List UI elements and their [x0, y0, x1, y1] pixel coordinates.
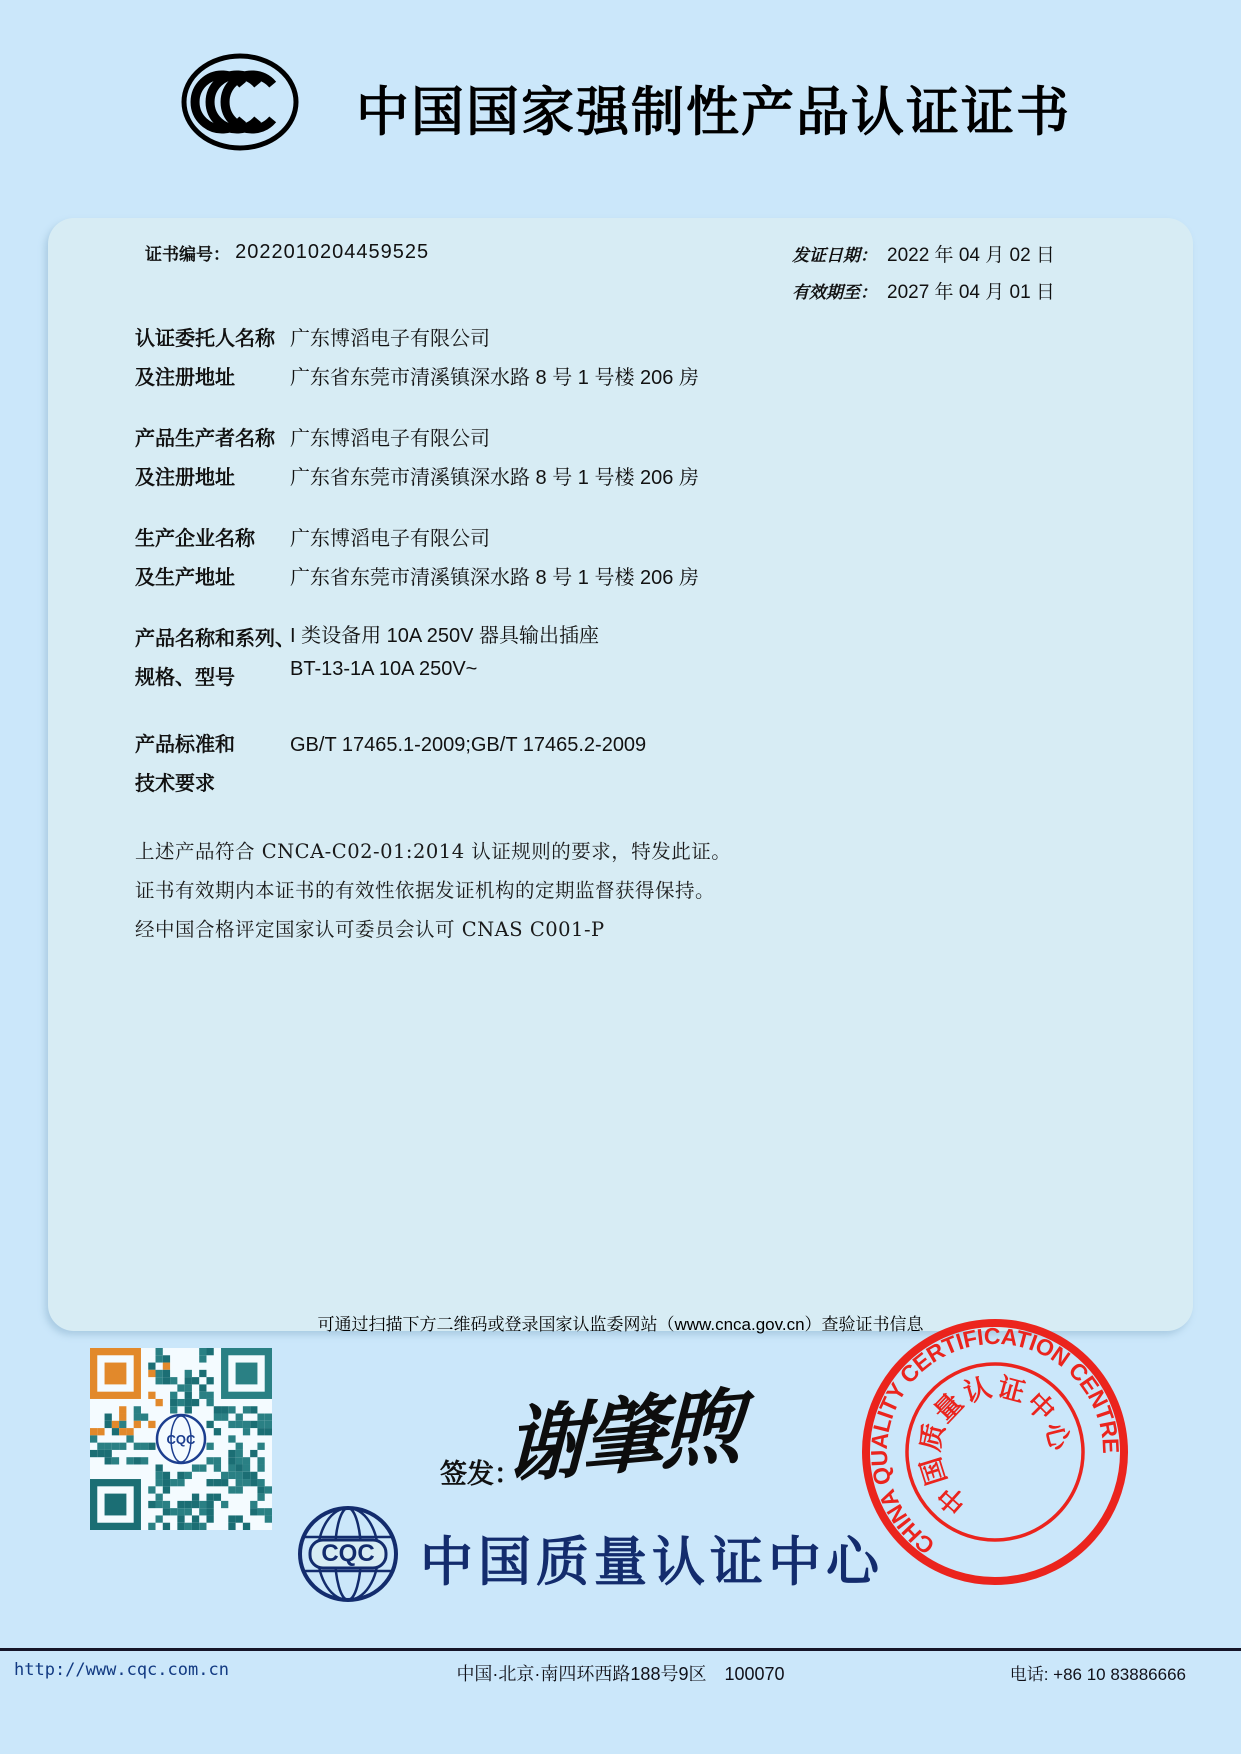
statement-block [135, 832, 1115, 949]
issue-date [792, 240, 1055, 267]
field-value: I 类设备用 10A 250V 器具输出插座 [290, 625, 599, 647]
field-label: 及注册地址 [135, 367, 235, 389]
stamp-center-text: 中国质量认证中心 [914, 1372, 1075, 1520]
field-label: 产品名称和系列、 [135, 628, 295, 650]
cert-number-value: 2022010204459525 [235, 241, 430, 263]
signature-handwriting: 谢肇煦 [504, 1378, 740, 1496]
qr-code [90, 1348, 272, 1530]
statement-line: 上述产品符合 CNCA-C02-01:2014 认证规则的要求，特发此证。 [135, 840, 732, 863]
issue-date-value: 2022 年 04 月 02 日 [887, 245, 1055, 266]
field-value: BT-13-1A 10A 250V~ [290, 658, 478, 680]
ccc-logo-icon [180, 52, 300, 152]
verify-note: 可通过扫描下方二维码或登录国家认监委网站（www.cnca.gov.cn）查验证书信息 [317, 1315, 924, 1334]
issue-date-label: 发证日期： [792, 246, 877, 266]
expiry-date-value: 2027 年 04 月 01 日 [887, 282, 1055, 303]
issuer-name: 中国质量认证中心 [420, 1533, 884, 1592]
field-label: 及生产地址 [135, 567, 235, 589]
footer-url: http://www.cqc.com.cn [14, 1660, 229, 1680]
cqc-logo-icon [296, 1504, 400, 1604]
field-label: 及注册地址 [135, 467, 235, 489]
cert-number [145, 240, 429, 265]
footer-divider [0, 1648, 1241, 1651]
footer-address: 中国·北京·南四环西路188号9区 100070 [456, 1664, 785, 1684]
field-value: 广东博滔电子有限公司 [290, 528, 490, 550]
field-label: 产品生产者名称 [135, 428, 275, 450]
field-label: 认证委托人名称 [135, 328, 275, 350]
field-label: 生产企业名称 [135, 528, 255, 550]
field-value: 广东省东莞市清溪镇深水路 8 号 1 号楼 206 房 [290, 567, 699, 589]
expiry-date [792, 277, 1055, 304]
field-value: 广东省东莞市清溪镇深水路 8 号 1 号楼 206 房 [290, 367, 699, 389]
cert-number-label: 证书编号： [145, 245, 230, 265]
expiry-date-label: 有效期至： [792, 283, 877, 303]
official-stamp-icon [845, 1302, 1145, 1602]
certificate-title: 中国国家强制性产品认证证书 [356, 83, 1071, 142]
statement-line: 经中国合格评定国家认可委员会认可 CNAS C001-P [135, 918, 605, 941]
field-value: GB/T 17465.1-2009;GB/T 17465.2-2009 [290, 734, 647, 756]
field-value: 广东省东莞市清溪镇深水路 8 号 1 号楼 206 房 [290, 467, 699, 489]
stamp-ring-text: CHINA QUALITY CERTIFICATION CENTRE [865, 1322, 1125, 1560]
sign-label: 签发： [440, 1459, 521, 1490]
svg-text:CQC: CQC [166, 1432, 196, 1447]
cqc-logo-text: CQC [321, 1540, 375, 1567]
statement-line: 证书有效期内本证书的有效性依据发证机构的定期监督获得保持。 [135, 879, 716, 902]
footer-phone: 电话: +86 10 83886666 [1009, 1665, 1186, 1684]
field-label: 产品标准和 [135, 734, 235, 756]
field-label: 规格、型号 [135, 667, 235, 689]
field-value: 广东博滔电子有限公司 [290, 328, 490, 350]
field-label: 技术要求 [135, 773, 215, 795]
field-value: 广东博滔电子有限公司 [290, 428, 490, 450]
